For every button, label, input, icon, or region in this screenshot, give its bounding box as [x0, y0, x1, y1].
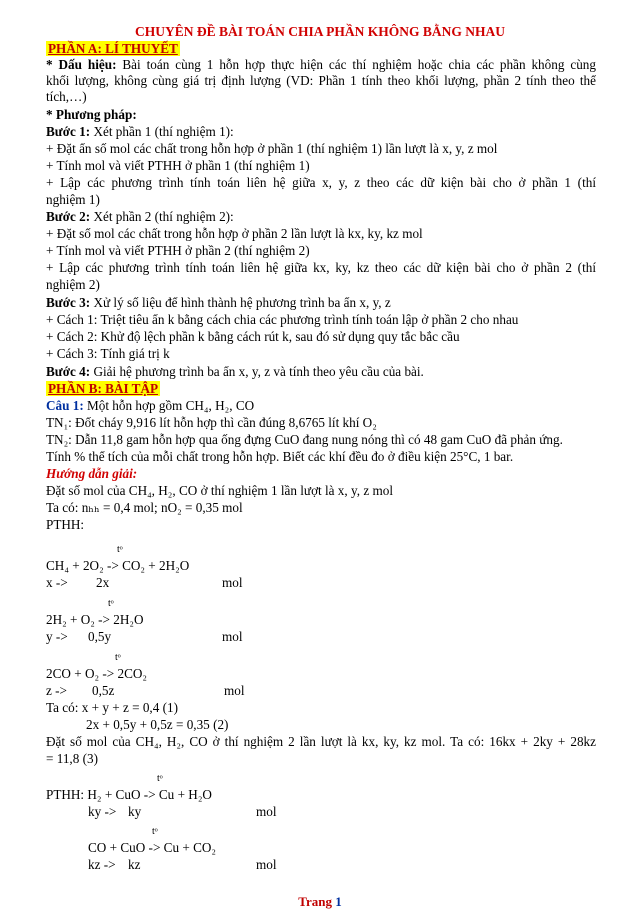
reaction-4-unit: mol	[256, 804, 277, 819]
step3-b: + Cách 2: Khử độ lệch phần k bằng cách rút k, sau đó sử dụng quy tắc bắc cầu	[46, 329, 460, 344]
reaction-4-mol-b: ky	[128, 804, 142, 819]
guide-heading: Hướng dẫn giải:	[46, 466, 138, 481]
step2-c: + Lập các phương trình tính toán liên hệ giữa kx, ky, kz theo các dữ kiện bài cho ở phần 2 (thí	[46, 260, 596, 275]
step3-line	[46, 295, 391, 311]
page-label: Trang	[298, 894, 332, 909]
step1-label: Bước 1:	[46, 124, 91, 139]
reaction-5: CO + CuO -> Cu + CO₂	[88, 840, 217, 855]
reaction-5-unit: mol	[256, 857, 277, 872]
reaction-5-mol-a: kz ->	[88, 857, 116, 872]
step2-c2: nghiệm 2)	[46, 277, 100, 292]
sign-line-2: khối lượng, không cùng giá trị định lượng (VD: Phần 1 tính theo khối lượng, phần 2 tính theo thể	[46, 73, 596, 88]
step1-c: + Lập các phương trình tính toán liên hệ giữa x, y, z theo các dữ kiện bài cho ở phần 1 (thí	[46, 175, 596, 190]
set-variables-2: Đặt số mol của CH₄, H₂, CO ở thí nghiệm 2 lần lượt là kx, ky, kz mol. Ta có: 16kx + 2ky + 28kz	[46, 734, 596, 749]
step1-b: + Tính mol và viết PTHH ở phần 1 (thí nghiệm 1)	[46, 158, 310, 173]
reaction-5-mol-b: kz	[128, 857, 141, 872]
question-1-line	[46, 398, 254, 414]
sign-label: * Dấu hiệu:	[46, 57, 117, 72]
reaction-3-unit: mol	[224, 683, 245, 698]
part-b-heading: PHẦN B: BÀI TẬP	[48, 381, 159, 396]
reaction-4-mol-a: ky ->	[88, 804, 117, 819]
equation-1: Ta có: x + y + z = 0,4 (1)	[46, 700, 178, 715]
method-label: * Phương pháp:	[46, 107, 137, 122]
step2-label: Bước 2:	[46, 209, 91, 224]
heat-symbol: tᵒ	[157, 773, 163, 784]
reaction-1-mol-b: 2x	[96, 575, 110, 590]
step2-a: + Đặt số mol các chất trong hỗn hợp ở phần 2 lần lượt là kx, ky, kz mol	[46, 226, 423, 241]
part-a-heading: PHẦN A: LÍ THUYẾT	[48, 41, 178, 56]
reaction-1: CH₄ + 2O₂ -> CO₂ + 2H₂O	[46, 558, 190, 573]
question-1-label: Câu 1:	[46, 398, 84, 413]
experiment-1: TN₁: Đốt cháy 9,916 lít hỗn hợp thì cần đúng 8,6765 lít khí O₂	[46, 415, 377, 430]
heat-symbol: tᵒ	[117, 544, 123, 555]
pthh-label: PTHH:	[46, 517, 85, 532]
step4-label: Bước 4:	[46, 364, 91, 379]
part-b-heading-line	[46, 381, 160, 397]
step1-a: + Đặt ẩn số mol các chất trong hỗn hợp ở phần 1 (thí nghiệm 1) lần lượt là x, y, z mol	[46, 141, 498, 156]
step3-a: + Cách 1: Triệt tiêu ẩn k bằng cách chia các phương trình tính toán lập ở phần 2 cho nhau	[46, 312, 519, 327]
page-number: 1	[335, 894, 342, 909]
experiment-2: TN₂: Dẫn 11,8 gam hỗn hợp qua ống đựng CuO đang nung nóng thì có 48 gam CuO đã phản ứng.	[46, 432, 563, 447]
step4-text: Giải hệ phương trình ba ẩn x, y, z và tính theo yêu cầu của bài.	[93, 364, 424, 379]
step1-line	[46, 124, 234, 140]
reaction-3-mol-a: z ->	[46, 683, 67, 698]
step2-line	[46, 209, 234, 225]
heat-symbol: tᵒ	[152, 826, 158, 837]
step2-text: Xét phần 2 (thí nghiệm 2):	[93, 209, 234, 224]
reaction-2: 2H₂ + O₂ -> 2H₂O	[46, 612, 144, 627]
heat-symbol: tᵒ	[108, 598, 114, 609]
reaction-2-mol-a: y ->	[46, 629, 68, 644]
step1-c2: nghiệm 1)	[46, 192, 100, 207]
heat-symbol: tᵒ	[115, 652, 121, 663]
document-title: CHUYÊN ĐỀ BÀI TOÁN CHIA PHẦN KHÔNG BẰNG NHAU	[134, 24, 506, 39]
step3-text: Xử lý số liệu để hình thành hệ phương trình ba ẩn x, y, z	[93, 295, 391, 310]
reaction-1-mol-a: x ->	[46, 575, 68, 590]
sign-line-1	[46, 57, 596, 73]
reaction-4: PTHH: H₂ + CuO -> Cu + H₂O	[46, 787, 212, 802]
given-values: Ta có: nₕₕ = 0,4 mol; nO₂ = 0,35 mol	[46, 500, 243, 515]
step1-text: Xét phần 1 (thí nghiệm 1):	[93, 124, 234, 139]
sign-line-3: tích,…)	[46, 89, 87, 104]
part-a-heading-line	[46, 41, 180, 57]
step3-label: Bước 3:	[46, 295, 91, 310]
set-variables-1: Đặt số mol của CH₄, H₂, CO ở thí nghiệm 1 lần lượt là x, y, z mol	[46, 483, 393, 498]
reaction-2-mol-b: 0,5y	[88, 629, 112, 644]
step2-b: + Tính mol và viết PTHH ở phần 2 (thí nghiệm 2)	[46, 243, 310, 258]
reaction-3: 2CO + O₂ -> 2CO₂	[46, 666, 147, 681]
step4-line	[46, 364, 424, 380]
sign-text: Bài toán cùng 1 hỗn hợp thực hiện các thí nghiệm hoặc chia các phần không cùng	[122, 57, 596, 72]
equation-2: 2x + 0,5y + 0,5z = 0,35 (2)	[86, 717, 229, 732]
page-footer	[0, 894, 640, 910]
question-1-text: Một hỗn hợp gồm CH₄, H₂, CO	[87, 398, 255, 413]
step3-c: + Cách 3: Tính giá trị k	[46, 346, 170, 361]
set-variables-2b: = 11,8 (3)	[46, 751, 98, 766]
question-ask: Tính % thể tích của mỗi chất trong hỗn hợp. Biết các khí đều đo ở điều kiện 25°C, 1 bar.	[46, 449, 514, 464]
reaction-3-mol-b: 0,5z	[92, 683, 115, 698]
reaction-2-unit: mol	[222, 629, 243, 644]
reaction-1-unit: mol	[222, 575, 243, 590]
